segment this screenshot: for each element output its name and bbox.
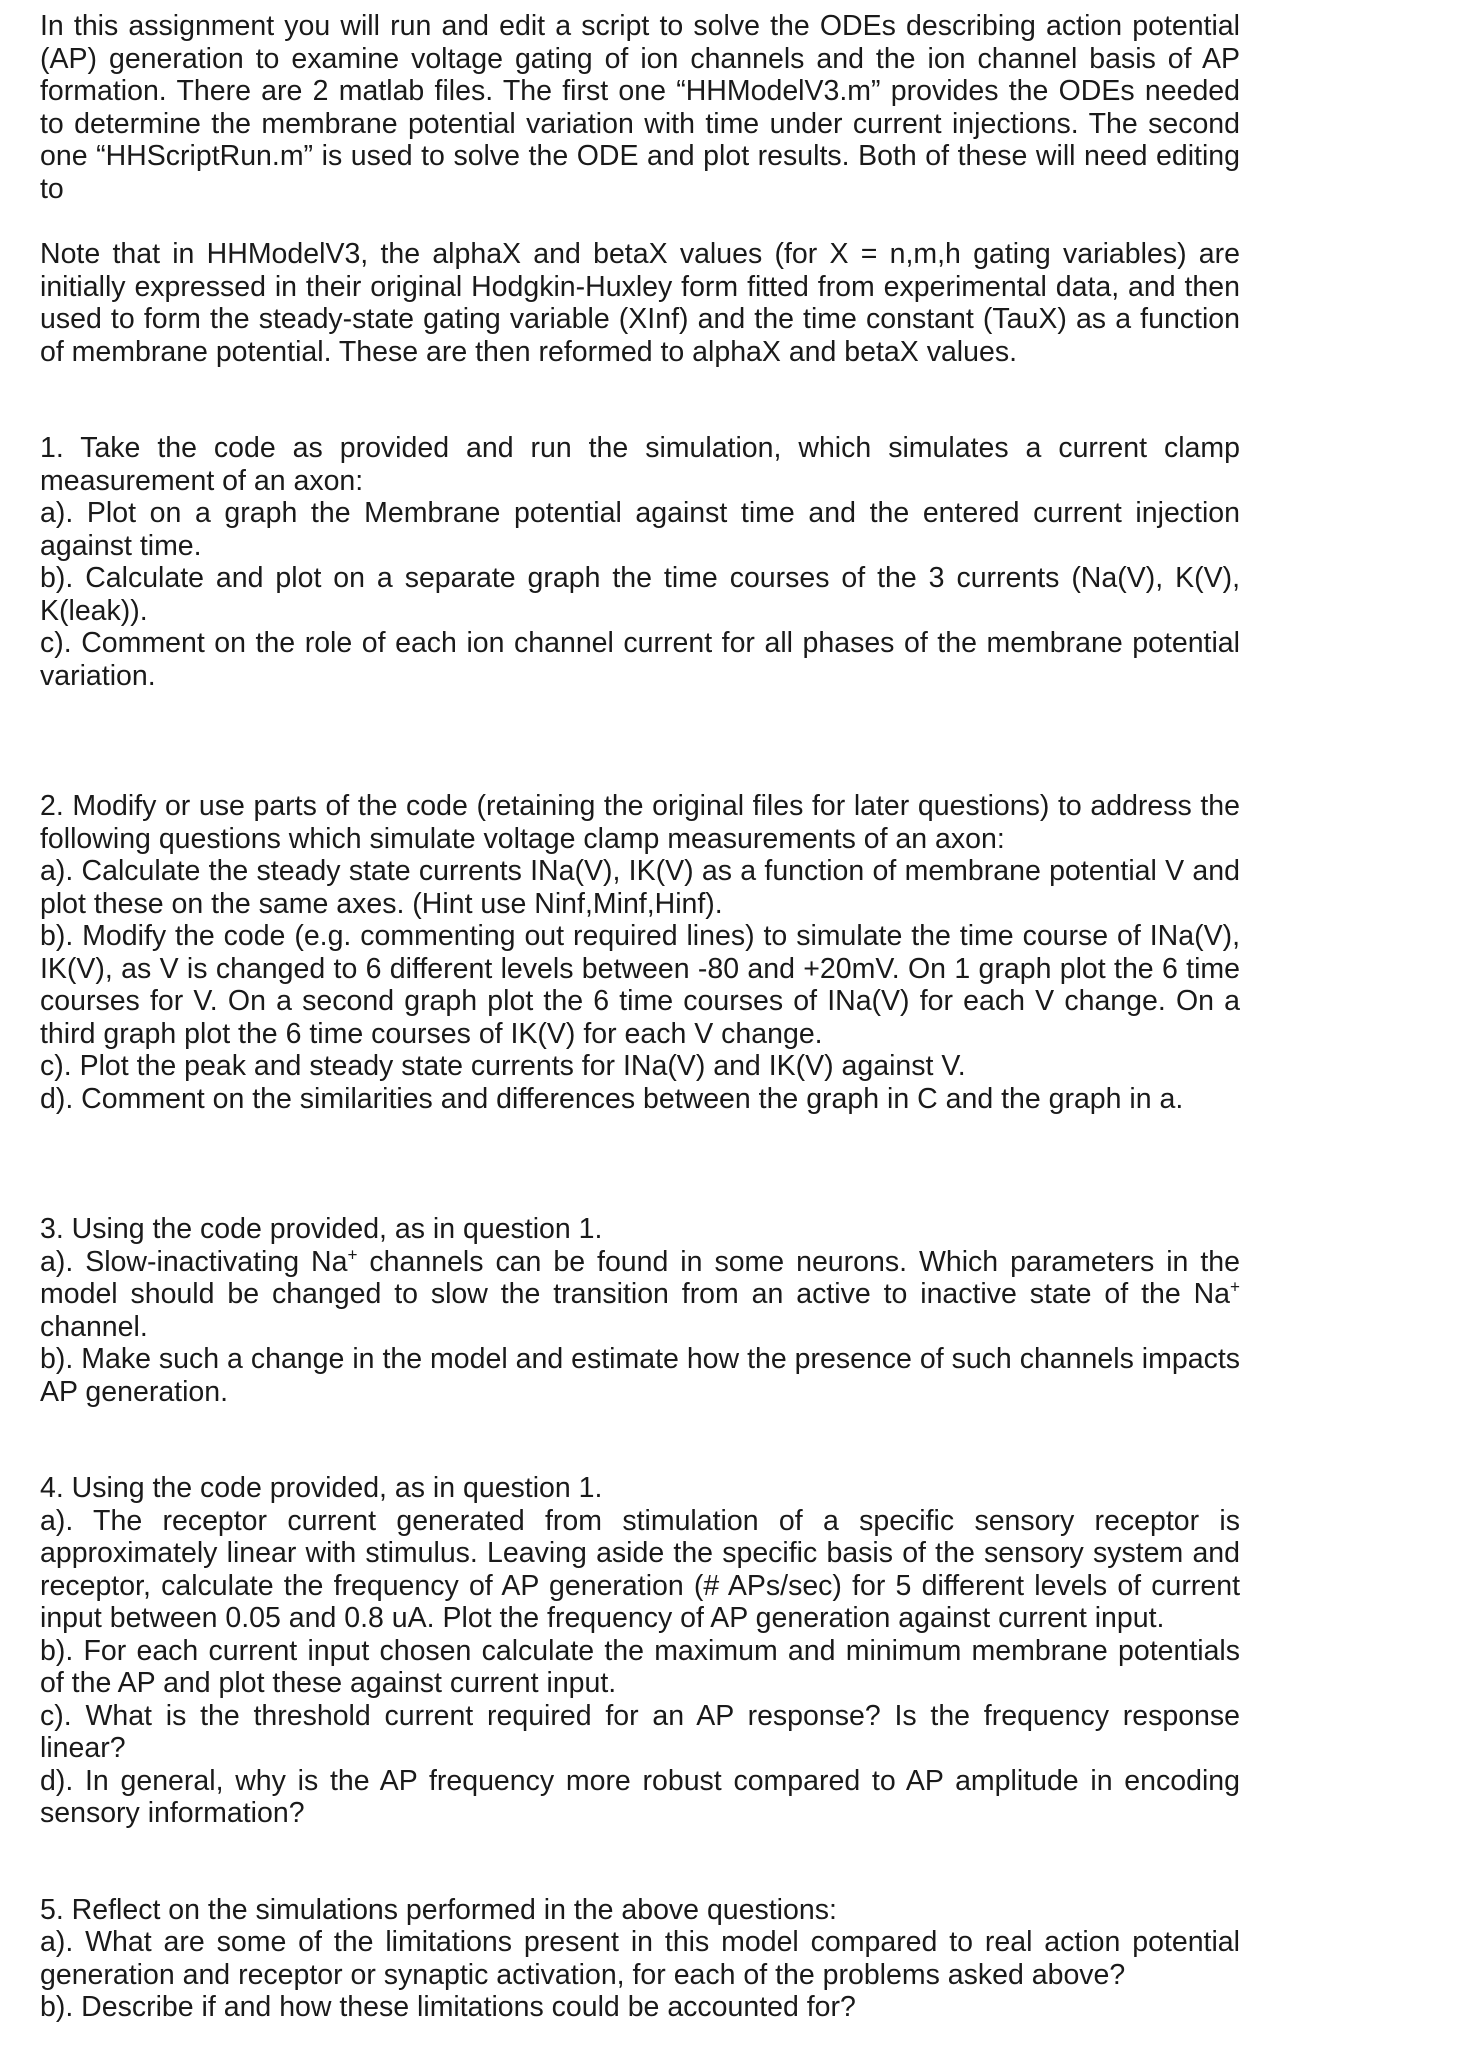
question-2b: b). Modify the code (e.g. commenting out required lines) to simulate the time course of INa(V), IK(V), as V is changed to 6 different levels between -80 and +20mV. On 1 graph plot the 6 time courses for V. On a second graph plot the 6 time courses of INa(V) for each V change. On a third graph plot the 6 time courses of IK(V) for each V change. [40,920,1240,1050]
question-1a: a). Plot on a graph the Membrane potential against time and the entered current injection against time. [40,497,1240,562]
question-5-lead: 5. Reflect on the simulations performed in the above questions: [40,1893,837,1926]
question-1b: b). Calculate and plot on a separate graph the time courses of the 3 currents (Na(V), K(V), K(leak)). [40,562,1240,627]
question-3 [40,1213,1240,1408]
question-3a-text-start: a). Slow-inactivating Na [40,1245,348,1278]
question-4b: b). For each current input chosen calculate the maximum and minimum membrane potentials of the AP and plot these against current input. [40,1634,1240,1699]
question-4-lead: 4. Using the code provided, as in question 1. [40,1472,603,1504]
question-2a: a). Calculate the steady state currents INa(V), IK(V) as a function of membrane potential V and plot these on the same axes. (Hint use Ninf,Minf,Hinf). [40,855,1240,920]
question-3-lead: 3. Using the code provided, as in question 1. [40,1213,603,1245]
sodium-charge-superscript: + [347,1245,358,1264]
question-3a-text-end: channel. [40,1310,148,1343]
question-2 [40,790,1240,1115]
question-2d: d). Comment on the similarities and differences between the graph in C and the graph in a. [40,1082,1184,1115]
question-3a [40,1246,1240,1344]
question-5 [40,1894,1240,2024]
question-4c: c). What is the threshold current required for an AP response? Is the frequency response linear? [40,1699,1240,1764]
question-4a: a). The receptor current generated from stimulation of a specific sensory receptor is approximately linear with stimulus. Leaving aside the specific basis of the sensory system and receptor, calculate the frequency of AP generation (# APs/sec) for 5 different levels of current input between 0.05 and 0.8 uA. Plot the frequency of AP generation against current input. [40,1504,1240,1634]
question-5b: b). Describe if and how these limitations could be accounted for? [40,1991,856,2023]
question-4 [40,1472,1240,1830]
question-1-lead: 1. Take the code as provided and run the simulation, which simulates a current clamp measurement of an axon: [40,432,1240,497]
question-3a-text-middle: channels can be found in some neurons. Which parameters in the model should be changed to slow the transition from an active to inactive state of the Na [40,1245,1240,1310]
question-1c: c). Comment on the role of each ion channel current for all phases of the membrane potential variation. [40,627,1240,692]
note-paragraph: Note that in HHModelV3, the alphaX and betaX values (for X = n,m,h gating variables) are initially expressed in their original Hodgkin-Huxley form fitted from experimental data, and then used to form the steady-state gating variable (XInf) and the time constant (TauX) as a function of membrane potential. These are then reformed to alphaX and betaX values. [40,238,1240,368]
question-5a: a). What are some of the limitations present in this model compared to real action potential generation and receptor or synaptic activation, for each of the problems asked above? [40,1926,1240,1991]
intro-paragraph: In this assignment you will run and edit a script to solve the ODEs describing action potential (AP) generation to examine voltage gating of ion channels and the ion channel basis of AP formation. There are 2 matlab files. The first one “HHModelV3.m” provides the ODEs needed to determine the membrane potential variation with time under current injections. The second one “HHScriptRun.m” is used to solve the ODE and plot results. Both of these will need editing to [40,10,1240,205]
sodium-charge-superscript: + [1230,1277,1240,1297]
document-page [40,10,1240,2024]
question-1 [40,432,1240,692]
question-3b: b). Make such a change in the model and estimate how the presence of such channels impacts AP generation. [40,1343,1240,1408]
question-2-lead: 2. Modify or use parts of the code (retaining the original files for later questions) to address the following questions which simulate voltage clamp measurements of an axon: [40,790,1240,855]
question-2c: c). Plot the peak and steady state currents for INa(V) and IK(V) against V. [40,1050,966,1082]
question-4d: d). In general, why is the AP frequency more robust compared to AP amplitude in encoding sensory information? [40,1764,1240,1829]
